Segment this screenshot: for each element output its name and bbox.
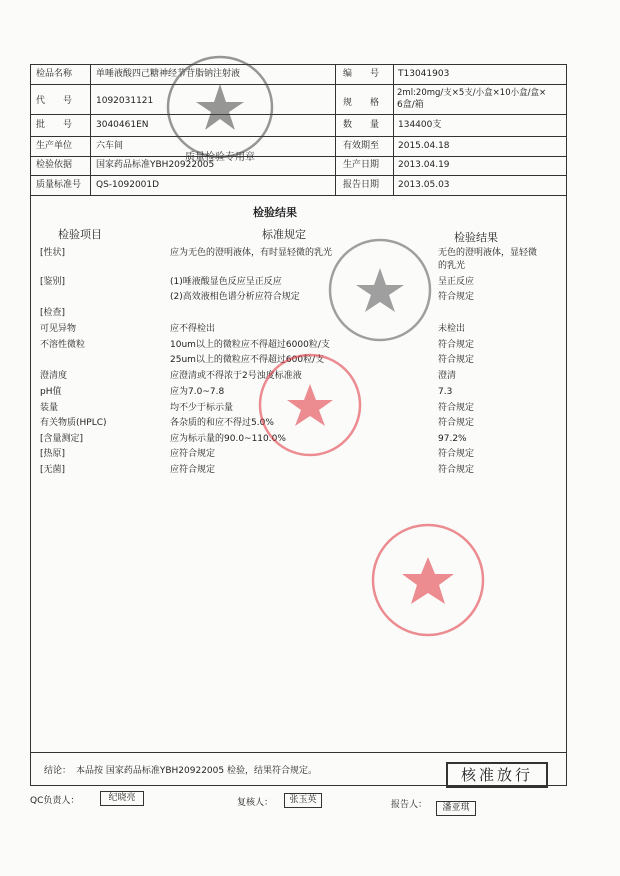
cell-standard: (1)唾液酸显色反应呈正反应 [170, 277, 282, 287]
cell-item: 可见异物 [40, 324, 77, 334]
cell-item: [含量测定] [40, 434, 84, 444]
header-row-line [30, 114, 567, 115]
cell-standard: 均不少于标示量 [170, 403, 234, 413]
cell-result: 97.2% [438, 434, 467, 444]
header-row-line [30, 175, 567, 176]
header-border [30, 64, 31, 195]
cell-result: 符合规定 [438, 403, 475, 413]
qc-label: QC负责人： [30, 796, 80, 806]
results-border-right [566, 195, 567, 785]
header-row-line [30, 156, 567, 157]
quantity-label: 数 量 [343, 120, 380, 130]
prod-date-value: 2013.04.19 [398, 160, 450, 170]
cell-item: pH值 [40, 387, 62, 397]
basis-label: 检验依据 [36, 160, 73, 170]
expiry-label: 有效期至 [343, 141, 380, 151]
reviewer-name-stamp: 张玉英 [284, 793, 322, 808]
header-top-border [30, 64, 567, 65]
report-date-label: 报告日期 [343, 180, 380, 190]
results-title: 检验结果 [253, 206, 297, 219]
product-name-label: 检品名称 [36, 69, 73, 79]
cell-result: 符合规定 [438, 292, 475, 302]
cell-item: 有关物质(HPLC) [40, 418, 107, 428]
cell-result: 无色的澄明液体，显轻微 [438, 248, 538, 258]
cell-item: [热原] [40, 449, 66, 459]
company-seal-middle [325, 235, 435, 345]
number-value: T13041903 [398, 69, 450, 79]
header-col-line [90, 64, 91, 195]
cell-result: 7.3 [438, 387, 453, 397]
reporter-name-stamp: 潘亚琪 [436, 801, 476, 816]
conclusion-text: 本品按 国家药品标准YBH20922005 检验，结果符合规定。 [76, 766, 317, 776]
cell-standard: (2)高效液相色谱分析应符合规定 [170, 292, 300, 302]
spec-value-line2: 6盒/箱 [397, 100, 424, 110]
unit-label: 生产单位 [36, 141, 73, 151]
basis-value: 国家药品标准YBH20922005 [96, 160, 215, 170]
spec-value-line1: 2ml:20mg/支×5支/小盒×10小盒/盒× [397, 88, 547, 98]
quantity-value: 134400支 [398, 120, 442, 130]
cell-standard: 应符合规定 [170, 449, 216, 459]
std-no-label: 质量标准号 [36, 180, 82, 190]
red-seal-center [255, 350, 365, 460]
qc-name-stamp: 纪晓亮 [100, 791, 144, 806]
header-border [566, 64, 567, 195]
cell-standard: 应为7.0~7.8 [170, 387, 225, 397]
cell-result: 未检出 [438, 324, 466, 334]
batch-label: 批 号 [36, 120, 73, 130]
prod-date-label: 生产日期 [343, 160, 380, 170]
batch-value: 3040461EN [96, 120, 149, 130]
number-label: 编 号 [343, 69, 380, 79]
header-col-line [335, 64, 336, 195]
header-col-line [393, 64, 394, 195]
col-header-item: 检验项目 [58, 228, 102, 241]
cell-item: [检查] [40, 308, 66, 318]
reviewer-label: 复核人： [237, 798, 274, 808]
col-header-result: 检验结果 [454, 231, 498, 244]
conclusion-divider [30, 752, 567, 753]
header-row-line [30, 195, 567, 196]
results-border-left [30, 195, 31, 785]
cell-standard: 应为无色的澄明液体，有时显轻微的乳光 [170, 248, 333, 258]
cell-result: 符合规定 [438, 418, 475, 428]
cell-result: 澄清 [438, 371, 457, 381]
cell-result: 符合规定 [438, 449, 475, 459]
std-no-value: QS-1092001D [96, 180, 160, 190]
cell-standard: 应澄清或不得浓于2号浊度标准液 [170, 371, 302, 381]
cell-standard: 25um以上的微粒应不得超过600粒/支 [170, 355, 325, 365]
cell-item: 澄清度 [40, 371, 68, 381]
spec-label: 规 格 [343, 98, 380, 108]
report-date-value: 2013.05.03 [398, 180, 450, 190]
cell-item: [无菌] [40, 465, 66, 475]
cell-result: 符合规定 [438, 340, 475, 350]
code-value: 1092031121 [96, 96, 154, 106]
conclusion-label: 结论： [44, 766, 72, 776]
cell-item: 不溶性微粒 [40, 340, 86, 350]
cell-item: 装量 [40, 403, 59, 413]
unit-value: 六车间 [96, 141, 124, 151]
header-row-line [30, 84, 567, 85]
qc-stamp-text: 质量检验专用章 [185, 152, 255, 163]
cell-standard: 应不得检出 [170, 324, 216, 334]
cell-result: 符合规定 [438, 355, 475, 365]
code-label: 代 号 [36, 96, 73, 106]
red-seal-bottom [368, 520, 488, 640]
col-header-standard: 标准规定 [262, 228, 306, 241]
header-row-line [30, 136, 567, 137]
cell-result: 符合规定 [438, 465, 475, 475]
release-stamp: 核准放行 [446, 762, 548, 788]
product-name: 单唾液酸四己糖神经节苷脂钠注射液 [96, 69, 241, 79]
reporter-label: 报告人： [391, 800, 428, 810]
cell-result: 呈正反应 [438, 277, 475, 287]
cell-standard: 应为标示量的90.0~110.0% [170, 434, 286, 444]
cell-standard: 各杂质的和应不得过5.0% [170, 418, 274, 428]
expiry-value: 2015.04.18 [398, 141, 450, 151]
cell-standard: 应符合规定 [170, 465, 216, 475]
cell-standard: 10um以上的微粒应不得超过6000粒/支 [170, 340, 330, 350]
cell-result: 的乳光 [438, 261, 466, 271]
cell-item: [性状] [40, 248, 66, 258]
cell-item: [鉴别] [40, 277, 66, 287]
